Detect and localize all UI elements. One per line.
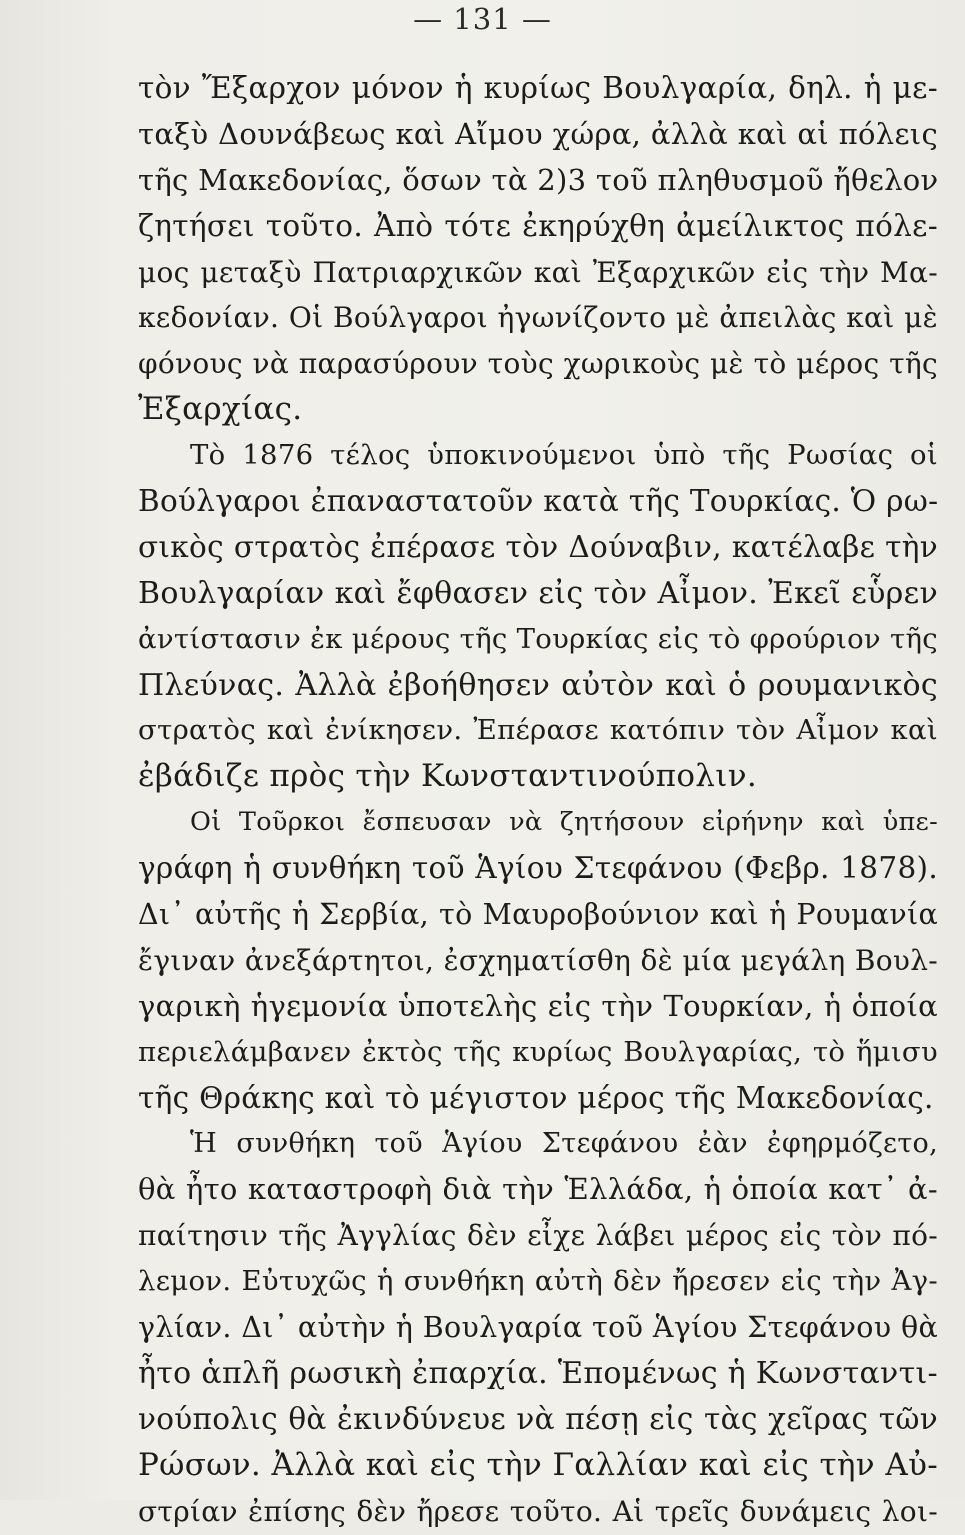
text-line: λεμον. Εὐτυχῶς ἡ συνθήκη αὐτὴ δὲν ἤρεσεν εἰς τὴν Ἀγ- (138, 1265, 938, 1298)
text-line: ἀντίστασιν ἐκ μέρους τῆς Τουρκίας εἰς τὸ φρούριον τῆς (138, 622, 938, 655)
text-line: Βουλγαρίαν καὶ ἔφθασεν εἰς τὸν Αἶμον. Ἐκεῖ εὗρεν (138, 575, 938, 611)
text-line: νούπολις θὰ ἐκινδύνευε νὰ πέσῃ εἰς τὰς χεῖρας τῶν (138, 1401, 938, 1436)
text-line: ταξὺ Δουνάβεως καὶ Αἴμου χώρα, ἀλλὰ καὶ αἱ πόλεις (138, 116, 938, 151)
page-number: — 131 — (413, 2, 552, 36)
text-line: τὸν Ἔξαρχον μόνον ἡ κυρίως Βουλγαρία, δηλ. ἡ με- (138, 71, 938, 105)
text-line: γαρικὴ ἡγεμονία ὑποτελὴς εἰς τὴν Τουρκίαν, ἡ ὁποία (138, 988, 938, 1023)
text-line: στρατὸς καὶ ἐνίκησεν. Ἐπέρασε κατόπιν τὸν Αἶμον καὶ (138, 714, 938, 747)
text-line: γλίαν. Δι᾽ αὐτὴν ἡ Βουλγαρία τοῦ Ἁγίου Στεφάνου θὰ (138, 1311, 938, 1345)
paragraph-first-line: Τὸ 1876 τέλος ὑποκινούμενοι ὑπὸ τῆς Ρωσίας οἱ (190, 439, 938, 472)
body-text (138, 66, 938, 1535)
text-line: Ρώσων. Ἀλλὰ καὶ εἰς τὴν Γαλλίαν καὶ εἰς τὴν Αὐ- (138, 1446, 938, 1483)
text-line: ζητήσει τοῦτο. Ἀπὸ τότε ἐκηρύχθη ἀμείλικτος πόλε- (138, 208, 938, 243)
paragraph-first-line: Ἡ συνθήκη τοῦ Ἁγίου Στεφάνου ἐὰν ἐφηρμόζετο, (190, 1128, 938, 1160)
text-line: Ἐξαρχίας. (138, 391, 303, 428)
text-line: τῆς Θράκης καὶ τὸ μέγιστον μέρος τῆς Μακεδονίας. (138, 1080, 934, 1115)
text-line: γράφη ἡ συνθήκη τοῦ Ἁγίου Στεφάνου (Φεβρ. 1878). (138, 851, 938, 886)
text-line: ἔγιναν ἀνεξάρτητοι, ἐσχηματίσθη δὲ μία μεγάλη Βουλ- (138, 943, 938, 977)
paragraph-first-line: Οἱ Τοῦρκοι ἔσπευσαν νὰ ζητήσουν εἰρήνην καὶ ὑπε- (190, 807, 938, 838)
text-line: τῆς Μακεδονίας, ὅσων τὰ 2)3 τοῦ πληθυσμοῦ ἤθελον (138, 162, 939, 197)
text-line: μος μεταξὺ Πατριαρχικῶν καὶ Ἐξαρχικῶν εἰς τὴν Μα- (138, 255, 938, 289)
text-line: Πλεύνας. Ἀλλὰ ἐβοήθησεν αὐτὸν καὶ ὁ ρουμανικὸς (138, 667, 938, 703)
text-line: ἦτο ἁπλῆ ρωσικὴ ἐπαρχία. Ἑπομένως ἡ Κωνσταντι- (138, 1355, 938, 1391)
text-line: παίτησιν τῆς Ἀγγλίας δὲν εἶχε λάβει μέρος εἰς τὸν πό- (138, 1219, 938, 1253)
text-line: φόνους νὰ παρασύρουν τοὺς χωρικοὺς μὲ τὸ μέρος τῆς (138, 347, 938, 381)
text-line: θὰ ἦτο καταστροφὴ διὰ τὴν Ἑλλάδα, ἡ ὁποία κατ᾽ ἀ- (138, 1172, 938, 1207)
text-line: περιελάμβανεν ἐκτὸς τῆς κυρίως Βουλγαρίας, τὸ ἥμισυ (138, 1035, 938, 1068)
text-line: κεδονίαν. Οἱ Βούλγαροι ἠγωνίζοντο μὲ ἀπειλὰς καὶ μὲ (138, 301, 938, 335)
text-line: ἐβάδιζε πρὸς τὴν Κωνσταντινούπολιν. (138, 758, 757, 795)
text-line: Βούλγαροι ἐπαναστατοῦν κατὰ τῆς Τουρκίας. Ὁ ρω- (138, 484, 939, 519)
text-line: σικὸς στρατὸς ἐπέρασε τὸν Δούναβιν, κατέλαβε τὴν (138, 529, 938, 564)
text-line: Δι᾽ αὐτῆς ἡ Σερβία, τὸ Μαυροβούνιον καὶ ἡ Ρουμανία (138, 898, 938, 932)
text-line: στρίαν ἐπίσης δὲν ἤρεσε τοῦτο. Αἱ τρεῖς δυνάμεις λοι- (138, 1494, 938, 1528)
